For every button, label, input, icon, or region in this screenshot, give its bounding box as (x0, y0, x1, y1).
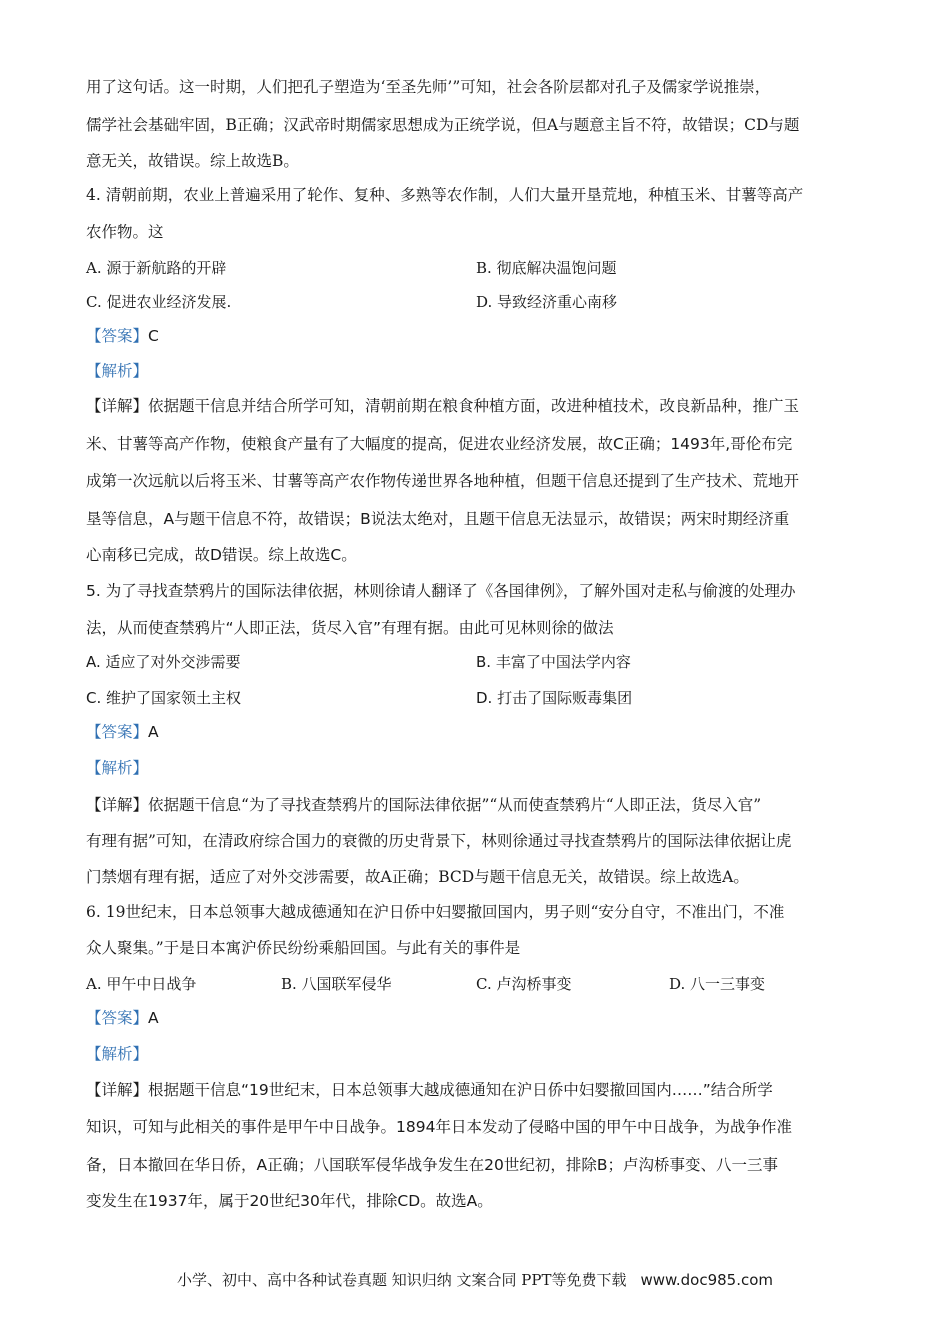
q5-detail-line-2: 有理有据”可知，在清政府综合国力的衰微的历史背景下，林则徐通过寻找查禁鸦片的国际法律依据让虎 (86, 832, 792, 850)
q6-option-a: A. 甲午中日战争 (86, 975, 197, 993)
q5-option-b: B. 丰富了中国法学内容 (476, 653, 631, 671)
answer-tag: 【答案】 (86, 723, 149, 741)
answer-value: A (148, 1009, 159, 1027)
q4-option-d: D. 导致经济重心南移 (476, 293, 618, 311)
q5-stem-line-1: 5. 为了寻找查禁鸦片的国际法律依据，林则徐请人翻译了《各国律例》，了解外国对走私与偷渡的处理办 (86, 582, 796, 600)
q6-detail-line-1 (86, 1080, 773, 1100)
q5-detail-line-3: 门禁烟有理有据，适应了对外交涉需要，故A正确；BCD与题干信息无关，故错误。综上故选A。 (86, 868, 749, 886)
q6-answer (86, 1008, 159, 1028)
intro-line-1: 用了这句话。这一时期，人们把孔子塑造为‘至圣先师’”可知，社会各阶层都对孔子及儒家学说推崇， (86, 78, 771, 96)
q4-option-c: C. 促进农业经济发展. (86, 293, 232, 311)
footer-url[interactable]: www.doc985.com (640, 1271, 774, 1289)
answer-tag: 【答案】 (86, 327, 149, 345)
q6-stem-line-1: 6. 19世纪末，日本总领事大越成德通知在沪日侨中妇婴撤回国内，男子则“安分自守，不准出门，不准 (86, 903, 785, 921)
q6-analysis-tag: 【解析】 (86, 1045, 149, 1063)
answer-value: C (148, 327, 159, 345)
q4-detail-line-5: 心南移已完成，故D错误。综上故选C。 (86, 546, 357, 564)
q6-detail-line-3: 备，日本撤回在华日侨，A正确；八国联军侵华战争发生在20世纪初，排除B；卢沟桥事变、八一三事 (86, 1156, 778, 1174)
q6-option-d: D. 八一三事变 (669, 975, 766, 993)
q6-detail-line-2: 知识，可知与此相关的事件是甲午中日战争。1894年日本发动了侵略中国的甲午中日战争，为战争作准 (86, 1118, 792, 1136)
q6-option-b: B. 八国联军侵华 (281, 975, 392, 993)
detail-tag: 【详解】 (86, 1081, 149, 1099)
footer-text: 小学、初中、高中各种试卷真题 知识归纳 文案合同 PPT等免费下载 (176, 1271, 627, 1289)
q5-stem-line-2: 法，从而使查禁鸦片“人即正法，货尽入官”有理有据。由此可见林则徐的做法 (86, 619, 614, 637)
q4-detail-line-1 (86, 396, 799, 416)
q5-option-c: C. 维护了国家领土主权 (86, 689, 242, 707)
q4-option-b: B. 彻底解决温饱问题 (476, 259, 617, 277)
page-footer (0, 1270, 950, 1290)
q5-analysis-tag: 【解析】 (86, 759, 149, 777)
q4-answer (86, 326, 159, 346)
detail-tag: 【详解】 (86, 397, 149, 415)
q4-stem-line-1: 4. 清朝前期，农业上普遍采用了轮作、复种、多熟等农作制，人们大量开垦荒地，种植玉米、甘薯等高产 (86, 186, 804, 204)
detail-text: 依据题干信息并结合所学可知，清朝前期在粮食种植方面，改进种植技术，改良新品种，推广玉 (148, 397, 800, 415)
answer-tag: 【答案】 (86, 1009, 149, 1027)
detail-tag: 【详解】 (86, 796, 149, 814)
intro-line-3: 意无关，故错误。综上故选B。 (86, 152, 299, 170)
q6-detail-line-4: 变发生在1937年，属于20世纪30年代，排除CD。故选A。 (86, 1192, 493, 1210)
q5-answer (86, 722, 159, 742)
detail-text: 依据题干信息“为了寻找查禁鸦片的国际法律依据”“从而使查禁鸦片“人即正法，货尽入官” (148, 796, 762, 814)
q5-option-d: D. 打击了国际贩毒集团 (476, 689, 633, 707)
answer-value: A (148, 723, 159, 741)
q5-option-a: A. 适应了对外交涉需要 (86, 653, 241, 671)
detail-text: 根据题干信息“19世纪末，日本总领事大越成德通知在沪日侨中妇婴撤回国内……”结合所学 (148, 1081, 773, 1099)
q4-analysis-tag: 【解析】 (86, 362, 149, 380)
q4-detail-line-4: 垦等信息，A与题干信息不符，故错误；B说法太绝对，且题干信息无法显示，故错误；两宋时期经济重 (86, 510, 790, 528)
q6-stem-line-2: 众人聚集。”于是日本寓沪侨民纷纷乘船回国。与此有关的事件是 (86, 939, 521, 957)
q5-detail-line-1 (86, 795, 761, 815)
q4-stem-line-2: 农作物。这 (86, 223, 164, 241)
intro-line-2: 儒学社会基础牢固，B正确；汉武帝时期儒家思想成为正统学说，但A与题意主旨不符，故错误；CD与题 (86, 116, 800, 134)
q4-detail-line-3: 成第一次远航以后将玉米、甘薯等高产农作物传递世界各地种植，但题干信息还提到了生产技术、荒地开 (86, 472, 800, 490)
q4-option-a: A. 源于新航路的开辟 (86, 259, 227, 277)
q6-option-c: C. 卢沟桥事变 (476, 975, 572, 993)
q4-detail-line-2: 米、甘薯等高产作物，使粮食产量有了大幅度的提高，促进农业经济发展，故C正确；1493年,哥伦布完 (86, 435, 793, 453)
